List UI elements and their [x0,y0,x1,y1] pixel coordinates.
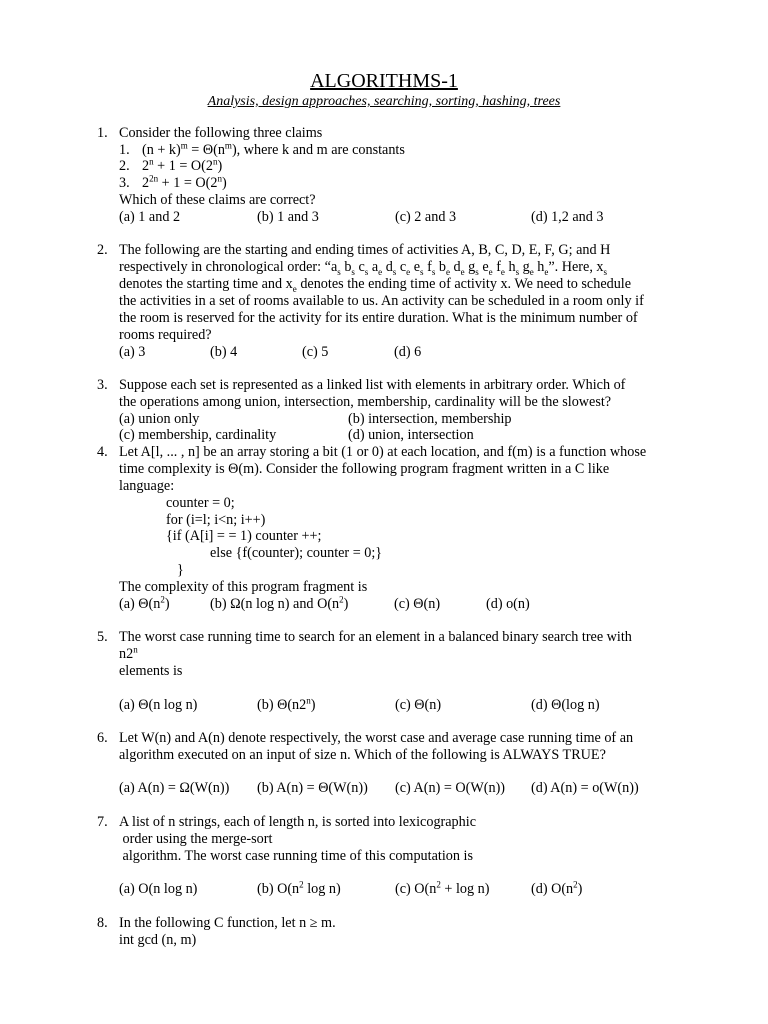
option-b: (b) $O(n^2$ log n) [257,879,341,897]
option-d: (d) $O(n^2)$ [531,879,583,897]
question-line: the operations among union, intersection, membership, cardinality will be the slowest? [119,394,612,410]
claim-3-number: 3. [119,175,130,191]
option-d: (d) o(n) [486,596,530,612]
option-b: (b) Ω(n log n) and $O(n^2)$ [210,594,349,612]
option-b: (b) Θ(n2$^n$) [257,695,316,713]
question-line: rooms required? [119,327,212,343]
question-line: the room is reserved for the activity for its entire duration. What is the minimum number of [119,310,638,326]
question-line: algorithm executed on an input of size n. Which of the following is ALWAYS TRUE? [119,747,606,763]
code-line: counter = 0; [166,495,235,511]
option-a: (a) A(n) = Ω(W(n)) [119,780,230,796]
code-line: {if (A[i] = = 1) counter ++; [166,528,322,544]
question-line: the activities in a set of rooms available to us. An activity can be scheduled in a room only if [119,293,644,309]
question-line: denotes the starting time and $x_e$ denotes the ending time of activity x. We need to schedule [119,276,632,294]
code-line: for (i=l; i<n; i++) [166,512,266,528]
question-line: Let W(n) and A(n) denote respectively, the worst case and average case running time of an [119,730,634,746]
question-number: 4. [97,444,108,460]
claim-2: $2^n + 1 = O(2^n)$ [142,156,223,174]
claim-1-number: 1. [119,142,130,158]
question-line: order using the merge-sort [119,831,273,847]
question-number: 8. [97,915,108,931]
question-number: 3. [97,377,108,393]
question-ask: The complexity of this program fragment is [119,579,368,595]
option-d: (d) A(n) = o(W(n)) [531,780,639,796]
option-c: (c) A(n) = O(W(n)) [395,780,506,796]
question-line: time complexity is Θ(m). Consider the following program fragment written in a C like [119,461,610,477]
question-line: A list of n strings, each of length n, is sorted into lexicographic [119,814,476,830]
page-subtitle: Analysis, design approaches, searching, sorting, hashing, trees [207,94,561,109]
option-b: (b) A(n) = Θ(W(n)) [257,780,368,796]
claim-3: $2^{2n} + 1 = O(2^n)$ [142,173,227,191]
option-c: (c) membership, cardinality [119,427,277,443]
option-c: (c) Θ(n) [395,697,442,713]
question-ask: Which of these claims are correct? [119,192,316,208]
page-title: ALGORITHMS-1 [310,70,458,92]
option-b: (b) 4 [210,344,238,360]
question-line: In the following C function, let n ≥ m. [119,915,336,931]
code-line: } [177,562,184,578]
option-d: (d) union, intersection [348,427,474,443]
question-line: Let A[l, ... , n] be an array storing a bit (1 or 0) at each location, and f(m) is a function whose [119,444,647,460]
question-line: n2$^n$ [119,644,138,662]
question-number: 7. [97,814,108,830]
option-d: (d) 6 [394,344,422,360]
question-stem: Consider the following three claims [119,125,323,141]
question-number: 2. [97,242,108,258]
option-a: (a) union only [119,411,200,427]
option-a: (a) $\Theta(n^2)$ [119,594,170,612]
claim-1: $(n + k)^m = \Theta(n^m)$, where k and m are constants [142,140,405,158]
option-b: (b) intersection, membership [348,411,512,427]
option-a: (a) 3 [119,344,146,360]
question-number: 5. [97,629,108,645]
question-number: 6. [97,730,108,746]
question-line: Suppose each set is represented as a linked list with elements in arbitrary order. Which of [119,377,626,393]
option-c: (c) 5 [302,344,329,360]
option-d: (d) Θ(log n) [531,697,600,713]
option-c: (c) $O(n^2 + \log n)$ [395,879,490,897]
question-line: respectively in chronological order: “$a_s$ $b_s$ $c_s$ $a_e$ $d_s$ $c_e$ $e_s$ $f_s$ $b_e$ $d_e$ $g_s$ $e_e$ $f_e$ $h_s$ $g_e$ $h_e$”. Here, $x_s$ [119,259,608,277]
question-line: elements is [119,663,183,679]
option-c: (c) 2 and 3 [395,209,457,225]
code-line: else {f(counter); counter = 0;} [210,545,383,561]
question-number: 1. [97,125,108,141]
option-c: (c) Θ(n) [394,596,441,612]
option-a: (a) Θ(n log n) [119,697,198,713]
option-a: (a) O(n log n) [119,881,198,897]
option-d: (d) 1,2 and 3 [531,209,604,225]
question-line: The following are the starting and ending times of activities A, B, C, D, E, F, G; and H [119,242,611,258]
option-b: (b) 1 and 3 [257,209,319,225]
claim-2-number: 2. [119,158,130,174]
code-line: int gcd (n, m) [119,932,197,948]
question-line: language: [119,478,175,494]
option-a: (a) 1 and 2 [119,209,181,225]
question-line: The worst case running time to search for an element in a balanced binary search tree with [119,629,632,645]
question-line: algorithm. The worst case running time of this computation is [119,848,473,864]
